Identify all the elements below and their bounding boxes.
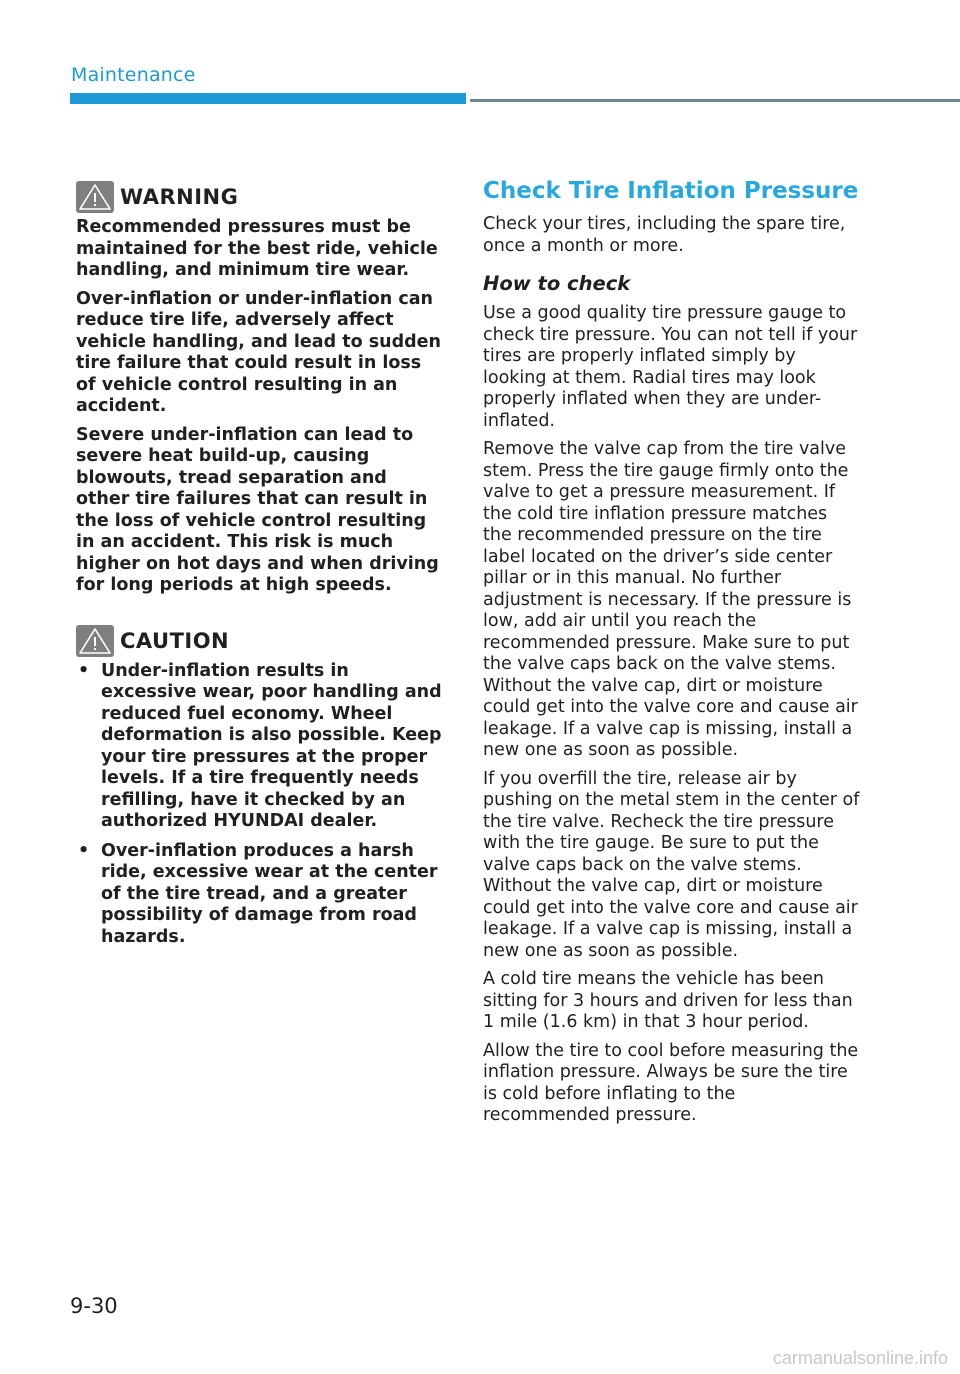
right-column xyxy=(483,176,860,1134)
warning-triangle-icon xyxy=(76,181,114,213)
warning-paragraph: Severe under-inflation can lead to severe heat build-up, causing blowouts, tread separation and other tire failures that can result in the loss of vehicle control resulting in an accident. This risk is much higher on hot days and when driving for long periods at high speeds. xyxy=(76,424,439,595)
bullet-icon: • xyxy=(78,840,90,861)
warning-paragraph: Over-inflation or under-inflation can reduce tire life, adversely affect vehicle handling, and lead to sudden tire failure that could result in loss of vehicle control resulting in an accident. xyxy=(76,288,441,416)
header-accent-bar xyxy=(70,93,466,104)
body-paragraph: A cold tire means the vehicle has been sitting for 3 hours and driven for less than 1 mile (1.6 km) in that 3 hour period. xyxy=(483,969,853,1032)
list-item-text: Under-inflation results in excessive wear, poor handling and reduced fuel economy. Wheel deformation is also possible. Keep your tire pressures at the proper levels. If a tire frequently needs refilling, have it checked by an authorized HYUNDAI dealer. xyxy=(101,660,442,831)
list-item-text: Over-inflation produces a harsh ride, excessive wear at the center of the tire tread, and a greater possibility of damage from road hazards. xyxy=(101,840,438,947)
caution-title: CAUTION xyxy=(120,628,230,653)
body-paragraph: If you overfill the tire, release air by pushing on the metal stem in the center of the tire valve. Recheck the tire pressure with the tire gauge. Be sure to put the valve caps back on the valve stems. Without the valve cap, dirt or moisture could get into the valve core and cause air leakage. If a valve cap is missing, install a new one as soon as possible. xyxy=(483,768,860,961)
page-number: 9-30 xyxy=(70,1294,118,1318)
section-title: Maintenance xyxy=(71,64,196,86)
bullet-icon: • xyxy=(78,660,90,681)
list-item xyxy=(76,661,446,833)
intro-paragraph: Check your tires, including the spare tire, once a month or more. xyxy=(483,214,846,256)
warning-paragraph: Recommended pressures must be maintained for the best ride, vehicle handling, and minimum tire wear. xyxy=(76,217,438,280)
body-paragraph: Remove the valve cap from the tire valve stem. Press the tire gauge firmly onto the valve to get a pressure measurement. If the cold tire inflation pressure matches the recommended pressure on the tire label located on the driver’s side center pillar or in this manual. No further adjustment is necessary. If the pressure is low, add air until you reach the recommended pressure. Make sure to put the valve caps back on the valve stems. Without the valve cap, dirt or moisture could get into the valve core and cause air leakage. If a valve cap is missing, install a new one as soon as possible. xyxy=(483,439,858,760)
caution-header xyxy=(76,625,446,657)
warning-header xyxy=(76,181,446,213)
list-item xyxy=(76,841,446,949)
section-heading: Check Tire Inflation Pressure xyxy=(483,178,859,204)
body-paragraph: Allow the tire to cool before measuring the inflation pressure. Always be sure the tire is cold before inflating to the recommended pressure. xyxy=(483,1040,859,1125)
warning-notice xyxy=(76,181,446,597)
caution-notice xyxy=(76,625,446,949)
left-column xyxy=(76,181,446,956)
warning-title: WARNING xyxy=(120,185,239,209)
body-paragraph: Use a good quality tire pressure gauge to check tire pressure. You can not tell if your tires are properly inflated simply by looking at them. Radial tires may look properly inflated when they are under-inflated. xyxy=(483,303,858,431)
caution-list xyxy=(76,661,446,949)
subheading: How to check xyxy=(483,272,631,295)
header-divider xyxy=(470,99,960,102)
watermark: carmanualsonline.info xyxy=(772,1348,948,1368)
warning-triangle-icon xyxy=(76,625,114,657)
